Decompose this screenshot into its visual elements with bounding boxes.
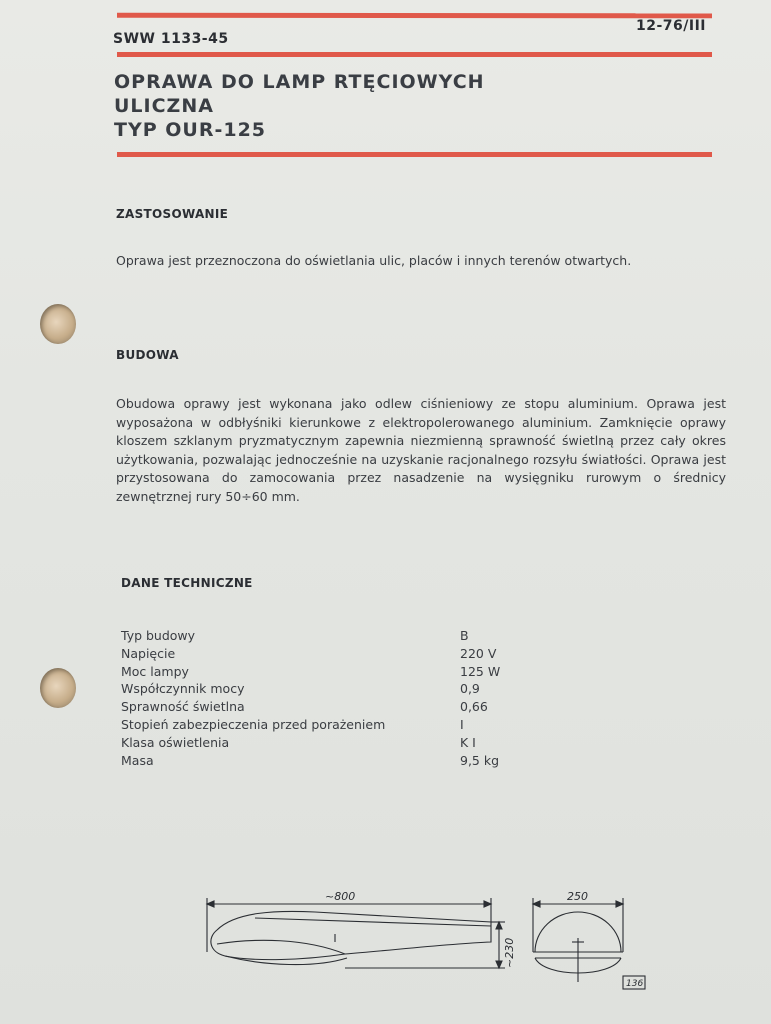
table-row [121,735,500,753]
section-heading-budowa: BUDOWA [116,348,179,362]
side-view-body [211,911,491,959]
section-heading-dane-techniczne: DANE TECHNICZNE [121,576,253,590]
figure-number: 136 [626,979,644,989]
spec-label: Napięcie [121,645,176,661]
table-row [121,699,500,717]
spec-value: B [460,628,469,643]
table-row [121,646,500,664]
table-row [121,664,500,682]
document-title [114,70,485,142]
spec-label: Masa [121,752,154,768]
title-line-3: TYP OUR-125 [114,119,267,141]
spec-value: I [460,716,464,732]
table-row [121,681,500,699]
spec-label: Typ budowy [121,628,196,643]
title-line-1: OPRAWA DO LAMP RTĘCIOWYCH [114,71,485,93]
spec-value: 0,9 [460,681,480,697]
spec-label: Sprawność świetlna [121,699,245,715]
spec-value: 0,66 [460,699,488,715]
title-line-2: ULICZNA [114,95,214,117]
binder-hole-bottom [40,668,76,708]
spec-value: K I [460,734,476,750]
header-bottom-rule [117,52,712,57]
page-code: 12-76/III [636,18,707,34]
spec-label: Stopień zabezpieczenia przed porażeniem [121,716,386,732]
luminaire-technical-drawing [195,882,665,1002]
spec-value: 220 V [460,645,497,661]
table-row [121,753,500,771]
table-row [121,717,500,735]
spec-value: 9,5 kg [460,752,500,768]
spec-label: Klasa oświetlenia [121,734,230,750]
header-top-rule [117,13,712,19]
technical-data-table [121,628,500,770]
paragraph-budowa: Obudowa oprawy jest wykonana jako odlew ciśnieniowy ze stopu aluminium. Oprawa jest wyposażona w odbłyśniki kierunkowe z elektropolerowanego aluminium. Zamknięcie oprawy kloszem szklanym pryzmatycznym zapewnia niezmienną sprawność świetlną przez cały okres użytkowania, pozwalając jednocześnie na uzyskanie racjonalnego rozsyłu światłości. Oprawa jest przystosowana do zamocowania przez nasadzenie na wysięgniku rurowym o średnicy zewnętrznej rury 50÷60 mm. [116,396,726,504]
spec-label: Współczynnik mocy [121,681,245,697]
width-dimension-label: 250 [567,890,588,903]
length-dimension-label: ~800 [325,890,356,903]
title-bottom-rule [117,152,712,157]
spec-value: 125 W [460,663,501,679]
section-heading-zastosowanie: ZASTOSOWANIE [116,207,229,221]
height-dimension-label: ~230 [503,937,516,968]
paragraph-zastosowanie: Oprawa jest przeznoczona do oświetlania ulic, placów i innych terenów otwartych. [116,253,632,268]
document-code: SWW 1133-45 [113,31,229,47]
binder-hole-top [40,304,76,344]
spec-label: Moc lampy [121,663,189,679]
table-row [121,628,500,646]
